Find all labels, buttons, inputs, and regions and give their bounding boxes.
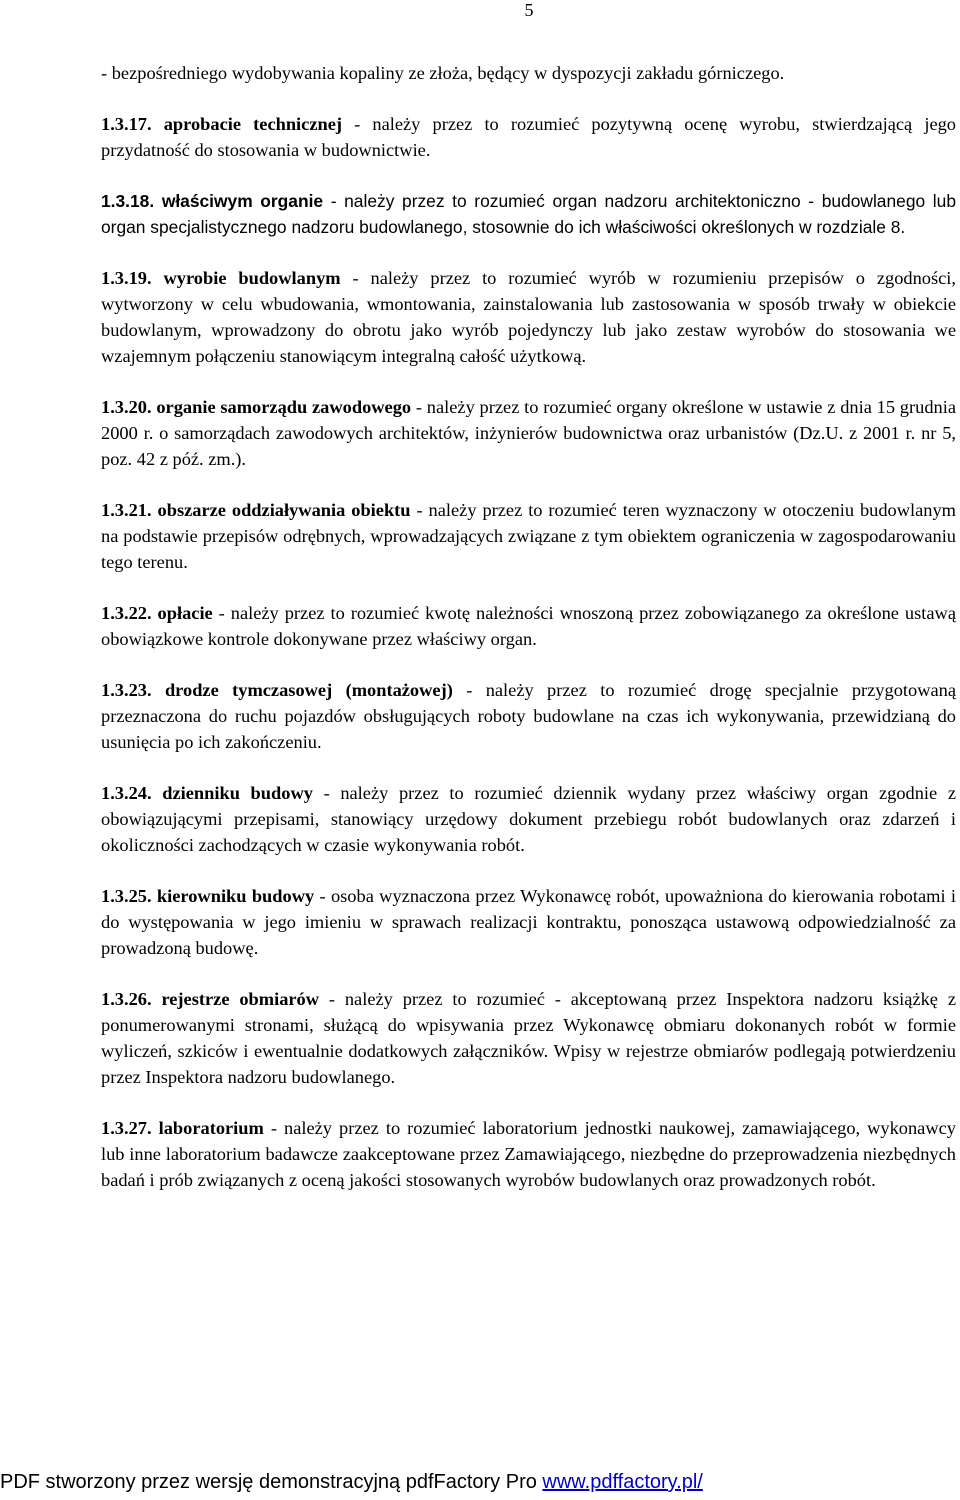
definition-number: 1.3.24.: [101, 783, 152, 803]
definition-text: - należy przez to rozumieć organ nadzoru architektoniczno - budowlanego lub organ specjalistycznego nadzoru budowlanego, stosownie do ich właściwości określonych w rozdziale 8.: [101, 191, 956, 237]
definition-text: - należy przez to rozumieć - akceptowaną przez Inspektora nadzoru książkę z ponumerowanymi stronami, służącą do wpisywania przez Wykonawcę obmiaru dokonanych robót w formie wyliczeń, szkiców i ewentualnie dodatkowych załączników. Wpisy w rejestrze obmiarów podlegają potwierdzeniu przez Inspektora nadzoru budowlanego.: [101, 989, 956, 1087]
definition-number: 1.3.26.: [101, 989, 152, 1009]
definition-text: - należy przez to rozumieć kwotę należności wnoszoną przez zobowiązanego za określone ustawą obowiązkowe kontrole dokonywane przez właściwy organ.: [101, 603, 956, 649]
definition-number: 1.3.23.: [101, 680, 152, 700]
definition-term: obszarze oddziaływania obiektu: [157, 500, 411, 520]
footer-text: PDF stworzony przez wersję demonstracyjną pdfFactory Pro: [0, 1471, 543, 1493]
pdf-watermark-footer: [0, 1470, 960, 1494]
definition-number: 1.3.19.: [101, 268, 152, 288]
definition-text: - należy przez to rozumieć drogę specjalnie przygotowaną przeznaczona do ruchu pojazdów obsługujących roboty budowlane na czas ich wykonywania, przewidzianą do usunięcia po ich zakończeniu.: [101, 680, 956, 752]
definition-text: - należy przez to rozumieć organy określone w ustawie z dnia 15 grudnia 2000 r. o samorządach zawodowych architektów, inżynierów budownictwa oraz urbanistów (Dz.U. z 2001 r. nr 5, poz. 42 z póź. zm.).: [101, 397, 956, 469]
definition-number: 1.3.17.: [101, 114, 152, 134]
definition-text: - osoba wyznaczona przez Wykonawcę robót, upoważniona do kierowania robotami i do występowania w jego imieniu w sprawach realizacji kontraktu, ponosząca ustawową odpowiedzialność za prowadzoną budowę.: [101, 886, 956, 958]
definition-term: kierowniku budowy: [156, 886, 315, 906]
definition-term: opłacie: [157, 603, 213, 623]
definition-term: dzienniku budowy: [162, 783, 313, 803]
definition-text: - należy przez to rozumieć dziennik wydany przez właściwy organ zgodnie z obowiązującymi przepisami, stanowiący urzędowy dokument przebiegu robót budowlanych oraz zdarzeń i okoliczności zachodzących w czasie wykonywania robót.: [101, 783, 956, 855]
definition-term: rejestrze obmiarów: [161, 989, 320, 1009]
definition-text: - należy przez to rozumieć teren wyznaczony w otoczeniu budowlanym na podstawie przepisów odrębnych, wprowadzających związane z tym obiektem ograniczenia w zagospodarowaniu tego terenu.: [101, 500, 956, 572]
definition-1-3-27: [101, 1115, 956, 1193]
definition-1-3-21: [101, 497, 956, 575]
definition-1-3-17: [101, 111, 956, 163]
definition-number: 1.3.25.: [101, 886, 152, 906]
pdffactory-link[interactable]: www.pdffactory.pl/: [542, 1471, 703, 1493]
definition-number: 1.3.20.: [101, 397, 152, 417]
definition-1-3-19: [101, 265, 956, 369]
definition-term: drodze tymczasowej (montażowej): [164, 680, 453, 700]
intro-line: - bezpośredniego wydobywania kopaliny ze złoża, będący w dyspozycji zakładu górniczego.: [101, 63, 785, 83]
definition-text: - należy przez to rozumieć pozytywną ocenę wyrobu, stwierdzającą jego przydatność do stosowania w budownictwie.: [101, 114, 957, 160]
definition-1-3-26: [101, 986, 956, 1090]
definition-text: - należy przez to rozumieć laboratorium jednostki naukowej, zamawiającego, wykonawcy lub inne laboratorium badawcze zaakceptowane przez Zamawiającego, niezbędne do przeprowadzenia niezbędnych badań i prób związanych z oceną jakości stosowanych wyrobów budowlanych oraz prowadzonych robót.: [101, 1118, 956, 1190]
definition-term: właściwym organie: [161, 191, 324, 211]
definition-number: 1.3.21.: [101, 500, 152, 520]
document-body: [101, 60, 956, 1218]
definition-1-3-23: [101, 677, 956, 755]
definition-1-3-22: [101, 600, 956, 652]
definition-1-3-20: [101, 394, 956, 472]
definition-number: 1.3.18.: [101, 191, 155, 211]
definition-1-3-25: [101, 883, 956, 961]
definition-term: aprobacie technicznej: [163, 114, 343, 134]
definition-term: laboratorium: [158, 1118, 264, 1138]
definition-number: 1.3.27.: [101, 1118, 152, 1138]
page-number: 5: [524, 0, 534, 20]
definition-1-3-18: [101, 188, 956, 240]
definition-text: - należy przez to rozumieć wyrób w rozumieniu przepisów o zgodności, wytworzony w celu wbudowania, wmontowania, zainstalowania lub zastosowania w sposób trwały w obiekcie budowlanym, wprowadzony do obrotu jako wyrób pojedynczy lub jako zestaw wyrobów do stosowania we wzajemnym połączeniu stanowiącym integralną całość użytkową.: [101, 268, 957, 366]
definition-term: organie samorządu zawodowego: [156, 397, 412, 417]
definition-number: 1.3.22.: [101, 603, 152, 623]
definition-1-3-24: [101, 780, 956, 858]
definition-term: wyrobie budowlanym: [163, 268, 341, 288]
